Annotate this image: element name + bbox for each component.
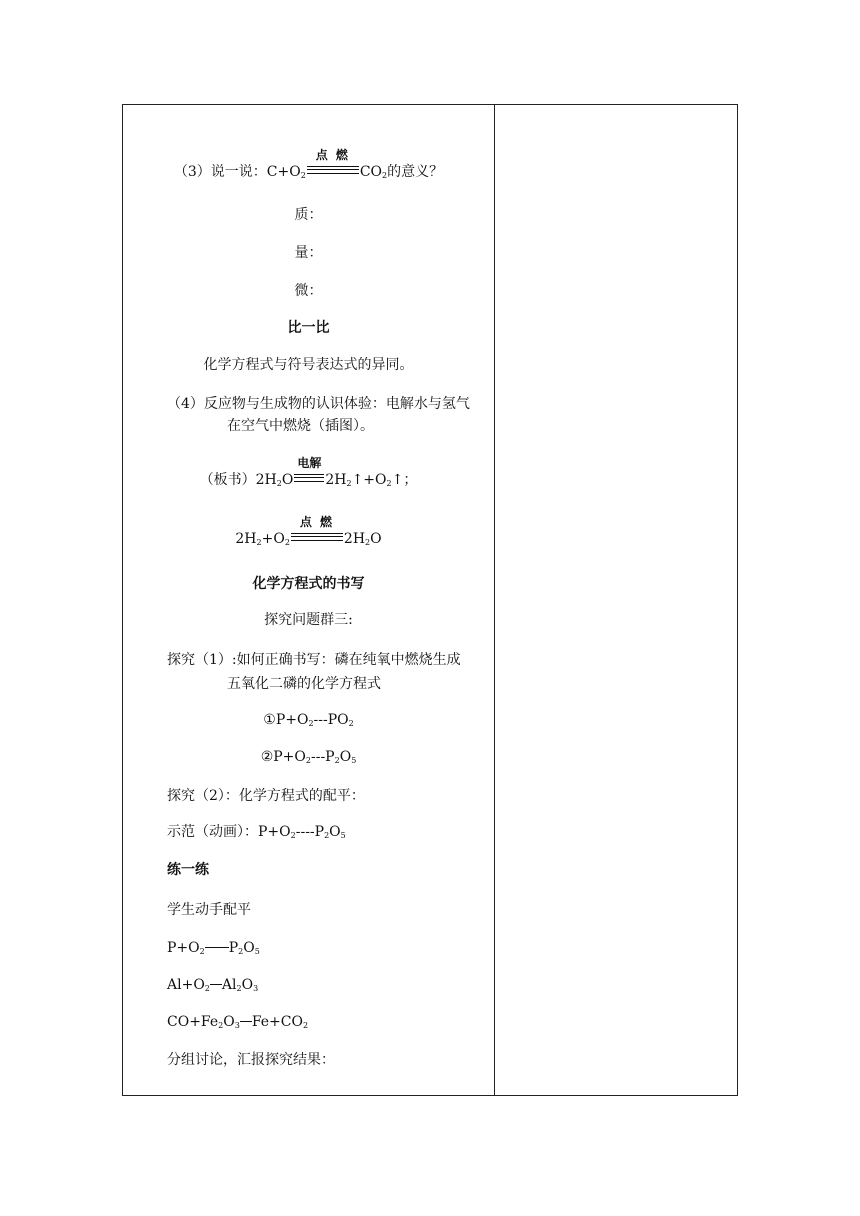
lesson-table bbox=[122, 104, 738, 1096]
explore1-line1: 探究（1）:如何正确书写：磷在纯氧中燃烧生成 bbox=[167, 652, 461, 668]
meaning-micro: 微： bbox=[294, 283, 323, 299]
eq-part: ①P+O bbox=[263, 712, 309, 728]
eq-part: CO+Fe bbox=[167, 1014, 219, 1030]
practice-text: 学生动手配平 bbox=[167, 902, 251, 918]
eq-part: O bbox=[243, 940, 255, 956]
reaction-condition-ignite bbox=[306, 148, 360, 181]
eq-part: 2H bbox=[343, 531, 366, 547]
eq-part: 示范（动画）：P+O bbox=[167, 824, 291, 840]
reaction-condition-ignite bbox=[290, 515, 344, 548]
eq-part: O bbox=[339, 749, 352, 765]
condition-label: 点 燃 bbox=[315, 148, 350, 162]
compare-heading: 比一比 bbox=[287, 320, 330, 336]
eq-part: 2H bbox=[325, 472, 347, 488]
subscript: 2 bbox=[386, 479, 392, 488]
demo-line bbox=[167, 823, 346, 841]
reaction-dash bbox=[205, 947, 229, 948]
subscript: 5 bbox=[340, 831, 346, 840]
balance-eq-3 bbox=[167, 1013, 308, 1031]
q4-line1: （4）反应物与生成物的认识体验：电解水与氢气 bbox=[167, 396, 470, 412]
eq-part: （板书）2H bbox=[199, 472, 277, 488]
subscript: 3 bbox=[253, 984, 259, 993]
reaction-condition-electrolysis bbox=[293, 456, 325, 489]
eq-part: Al bbox=[221, 977, 237, 993]
option-1 bbox=[123, 711, 494, 729]
q3-product: CO bbox=[359, 164, 383, 180]
subscript: 2 bbox=[334, 756, 340, 765]
subscript: 2 bbox=[302, 1021, 309, 1030]
practice-heading: 练一练 bbox=[167, 862, 209, 878]
eq-part: ↑； bbox=[391, 472, 418, 488]
eq-part: O bbox=[241, 977, 254, 993]
equal-bars bbox=[294, 474, 324, 482]
reaction-dash bbox=[240, 1021, 252, 1022]
q3-line bbox=[123, 148, 494, 181]
subscript: 2 bbox=[346, 479, 352, 488]
eq-part: P bbox=[228, 940, 239, 956]
subscript: 2 bbox=[284, 538, 290, 547]
eq-part: P+O bbox=[167, 940, 200, 956]
equal-bars bbox=[307, 166, 359, 174]
subscript: 2 bbox=[382, 171, 388, 180]
subscript: 2 bbox=[308, 719, 314, 728]
eq-part: ②P+O bbox=[260, 749, 306, 765]
subscript: 2 bbox=[238, 947, 244, 956]
subscript: 2 bbox=[276, 479, 282, 488]
subscript: 2 bbox=[365, 538, 371, 547]
eq-part: O bbox=[370, 531, 382, 547]
eq-part: 2H bbox=[235, 531, 257, 547]
subscript: 2 bbox=[348, 719, 354, 728]
eq-part: +O bbox=[261, 531, 285, 547]
explore1-line2: 五氧化二磷的化学方程式 bbox=[227, 676, 381, 692]
subscript: 5 bbox=[351, 756, 357, 765]
condition-label: 电解 bbox=[297, 456, 322, 470]
q3-prefix: （3）说一说：C+O bbox=[173, 164, 301, 180]
condition-label: 点 燃 bbox=[299, 515, 334, 529]
subscript: 2 bbox=[256, 538, 262, 547]
subscript: 2 bbox=[236, 984, 242, 993]
eq-part: ---P bbox=[310, 749, 335, 765]
eq-part: ---PO bbox=[313, 712, 349, 728]
discussion-text: 分组讨论，汇报探究结果： bbox=[167, 1052, 335, 1068]
column-divider bbox=[494, 105, 495, 1095]
subscript: 2 bbox=[324, 831, 330, 840]
combustion-equation bbox=[123, 515, 494, 548]
explore2: 探究（2）：化学方程式的配平： bbox=[167, 788, 365, 804]
eq-part: ----P bbox=[295, 824, 325, 840]
subscript: 2 bbox=[290, 831, 296, 840]
balance-eq-2 bbox=[167, 976, 258, 994]
subscript: 2 bbox=[305, 756, 311, 765]
subscript: 3 bbox=[234, 1021, 240, 1030]
eq-part: Fe+CO bbox=[251, 1014, 303, 1030]
eq-part: O bbox=[281, 472, 294, 488]
subscript: 2 bbox=[218, 1021, 224, 1030]
writing-heading: 化学方程式的书写 bbox=[252, 576, 365, 592]
reaction-dash bbox=[210, 984, 222, 985]
meaning-quality: 质： bbox=[294, 207, 323, 223]
eq-part: ↑+O bbox=[351, 472, 387, 488]
eq-part: O bbox=[223, 1014, 235, 1030]
subscript: 2 bbox=[199, 947, 205, 956]
equal-bars bbox=[291, 533, 343, 541]
subscript: 5 bbox=[254, 947, 260, 956]
q4-line2: 在空气中燃烧（插图）。 bbox=[227, 418, 374, 434]
electrolysis-equation bbox=[123, 456, 494, 489]
balance-eq-1 bbox=[167, 939, 260, 957]
meaning-quantity: 量： bbox=[294, 245, 323, 261]
eq-part: Al+O bbox=[167, 977, 205, 993]
question-group: 探究问题群三: bbox=[264, 612, 353, 628]
subscript: 2 bbox=[300, 171, 306, 180]
eq-part: O bbox=[329, 824, 341, 840]
compare-text: 化学方程式与符号表达式的异同。 bbox=[203, 357, 414, 373]
q3-suffix: 的意义？ bbox=[387, 164, 444, 180]
option-2 bbox=[123, 748, 494, 766]
subscript: 2 bbox=[204, 984, 210, 993]
